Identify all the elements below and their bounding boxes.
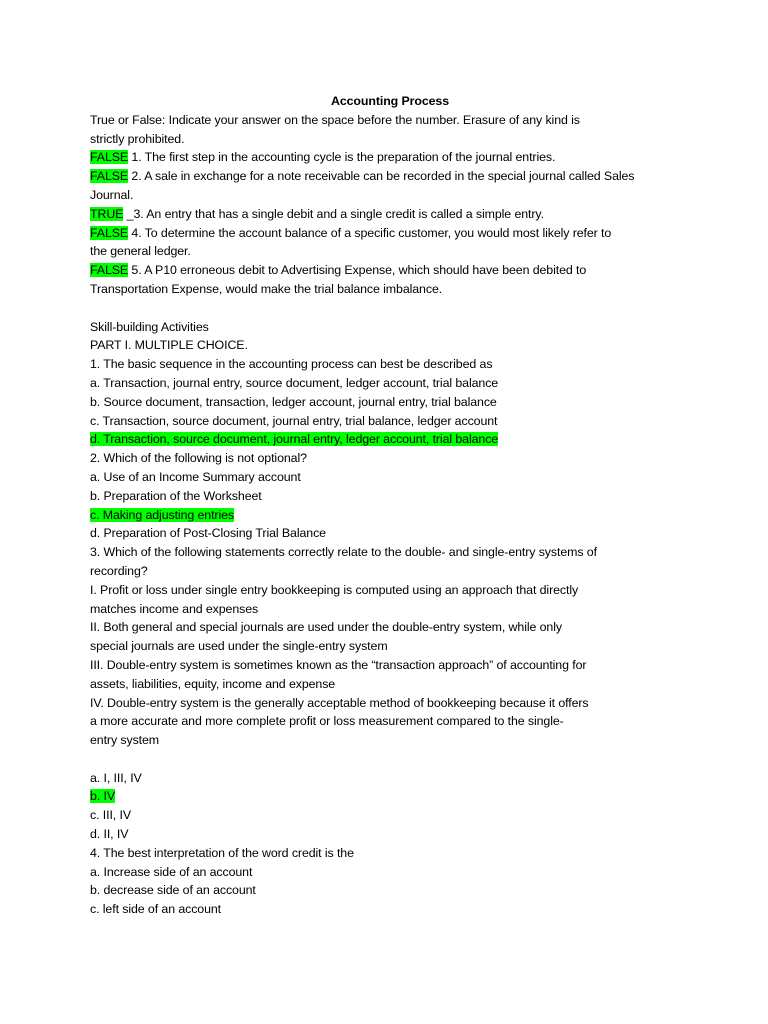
tf-answer-5: FALSE [90, 263, 129, 278]
question-1 [90, 355, 690, 449]
q1-option-a: a. Transaction, journal entry, source document, ledger account, trial balance [90, 375, 499, 390]
document-page [90, 92, 690, 919]
tf-answer-3: TRUE [90, 206, 124, 221]
question-2 [90, 449, 690, 543]
question-3 [90, 543, 690, 844]
q2-option-b: b. Preparation of the Worksheet [90, 488, 262, 503]
q1-option-b: b. Source document, transaction, ledger account, journal entry, trial balance [90, 394, 497, 409]
tf-statement-5: 5. A P10 erroneous debit to Advertising Expense, which should have been debited to [128, 263, 587, 278]
question-3-line: I. Profit or loss under single entry bookkeeping is computed using an approach that directly [90, 582, 579, 597]
tf-item-5 [90, 261, 690, 299]
instructions [90, 111, 690, 149]
tf-answer-4: FALSE [90, 225, 129, 240]
q4-option-a: a. Increase side of an account [90, 864, 253, 879]
section-gap [90, 299, 690, 318]
instruction-line: True or False: Indicate your answer on the space before the number. Erasure of any kind is [90, 112, 580, 127]
question-3-line: 3. Which of the following statements correctly relate to the double- and single-entry systems of [90, 545, 597, 560]
q1-option-c: c. Transaction, source document, journal entry, trial balance, ledger account [90, 413, 498, 428]
q3-option-d: d. II, IV [90, 827, 129, 842]
q2-option-c-correct: c. Making adjusting entries [90, 507, 234, 522]
question-3-gap [90, 750, 690, 769]
q2-option-d: d. Preparation of Post-Closing Trial Balance [90, 526, 326, 541]
question-3-line: special journals are used under the single-entry system [90, 639, 388, 654]
question-4-text: 4. The best interpretation of the word credit is the [90, 845, 354, 860]
q4-option-c: c. left side of an account [90, 902, 222, 917]
q3-option-a: a. I, III, IV [90, 770, 142, 785]
q1-option-d-correct: d. Transaction, source document, journal entry, ledger account, trial balance [90, 432, 499, 447]
question-2-text: 2. Which of the following is not optional? [90, 451, 307, 466]
question-1-text: 1. The basic sequence in the accounting process can best be described as [90, 357, 493, 372]
question-3-line: II. Both general and special journals are used under the double-entry system, while only [90, 620, 562, 635]
tf-statement-2-cont: Journal. [90, 187, 134, 202]
tf-item-3 [90, 205, 690, 224]
question-3-line: entry system [90, 733, 160, 748]
tf-statement-3: _3. An entry that has a single debit and a single credit is called a simple entry. [123, 206, 544, 221]
instruction-line: strictly prohibited. [90, 131, 185, 146]
q2-option-a: a. Use of an Income Summary account [90, 469, 301, 484]
question-3-line: recording? [90, 563, 148, 578]
question-3-line: assets, liabilities, equity, income and expense [90, 676, 336, 691]
q3-option-c: c. III, IV [90, 808, 132, 823]
part-heading: PART I. MULTIPLE CHOICE. [90, 338, 248, 353]
tf-statement-4-cont: the general ledger. [90, 244, 191, 259]
document-title: Accounting Process [330, 94, 449, 108]
q3-option-b-correct: b. IV [90, 789, 115, 804]
tf-item-4 [90, 224, 690, 262]
tf-statement-5-cont: Transportation Expense, would make the trial balance imbalance. [90, 281, 443, 296]
question-4 [90, 844, 690, 919]
true-false-section [90, 148, 690, 298]
question-3-line: a more accurate and more complete profit or loss measurement compared to the single- [90, 714, 564, 729]
tf-answer-1: FALSE [90, 150, 129, 165]
tf-statement-4: 4. To determine the account balance of a specific customer, you would most likely refer to [128, 225, 612, 240]
tf-item-2 [90, 167, 690, 205]
question-3-line: matches income and expenses [90, 601, 259, 616]
tf-statement-2: 2. A sale in exchange for a note receivable can be recorded in the special journal called Sales [128, 169, 635, 184]
tf-answer-2: FALSE [90, 169, 129, 184]
skill-heading: Skill-building Activities [90, 319, 209, 334]
tf-statement-1: 1. The first step in the accounting cycle is the preparation of the journal entries. [128, 150, 556, 165]
q4-option-b: b. decrease side of an account [90, 883, 256, 898]
question-3-line: III. Double-entry system is sometimes known as the “transaction approach” of accounting for [90, 657, 587, 672]
tf-item-1 [90, 148, 690, 167]
question-3-line: IV. Double-entry system is the generally acceptable method of bookkeeping because it offers [90, 695, 589, 710]
